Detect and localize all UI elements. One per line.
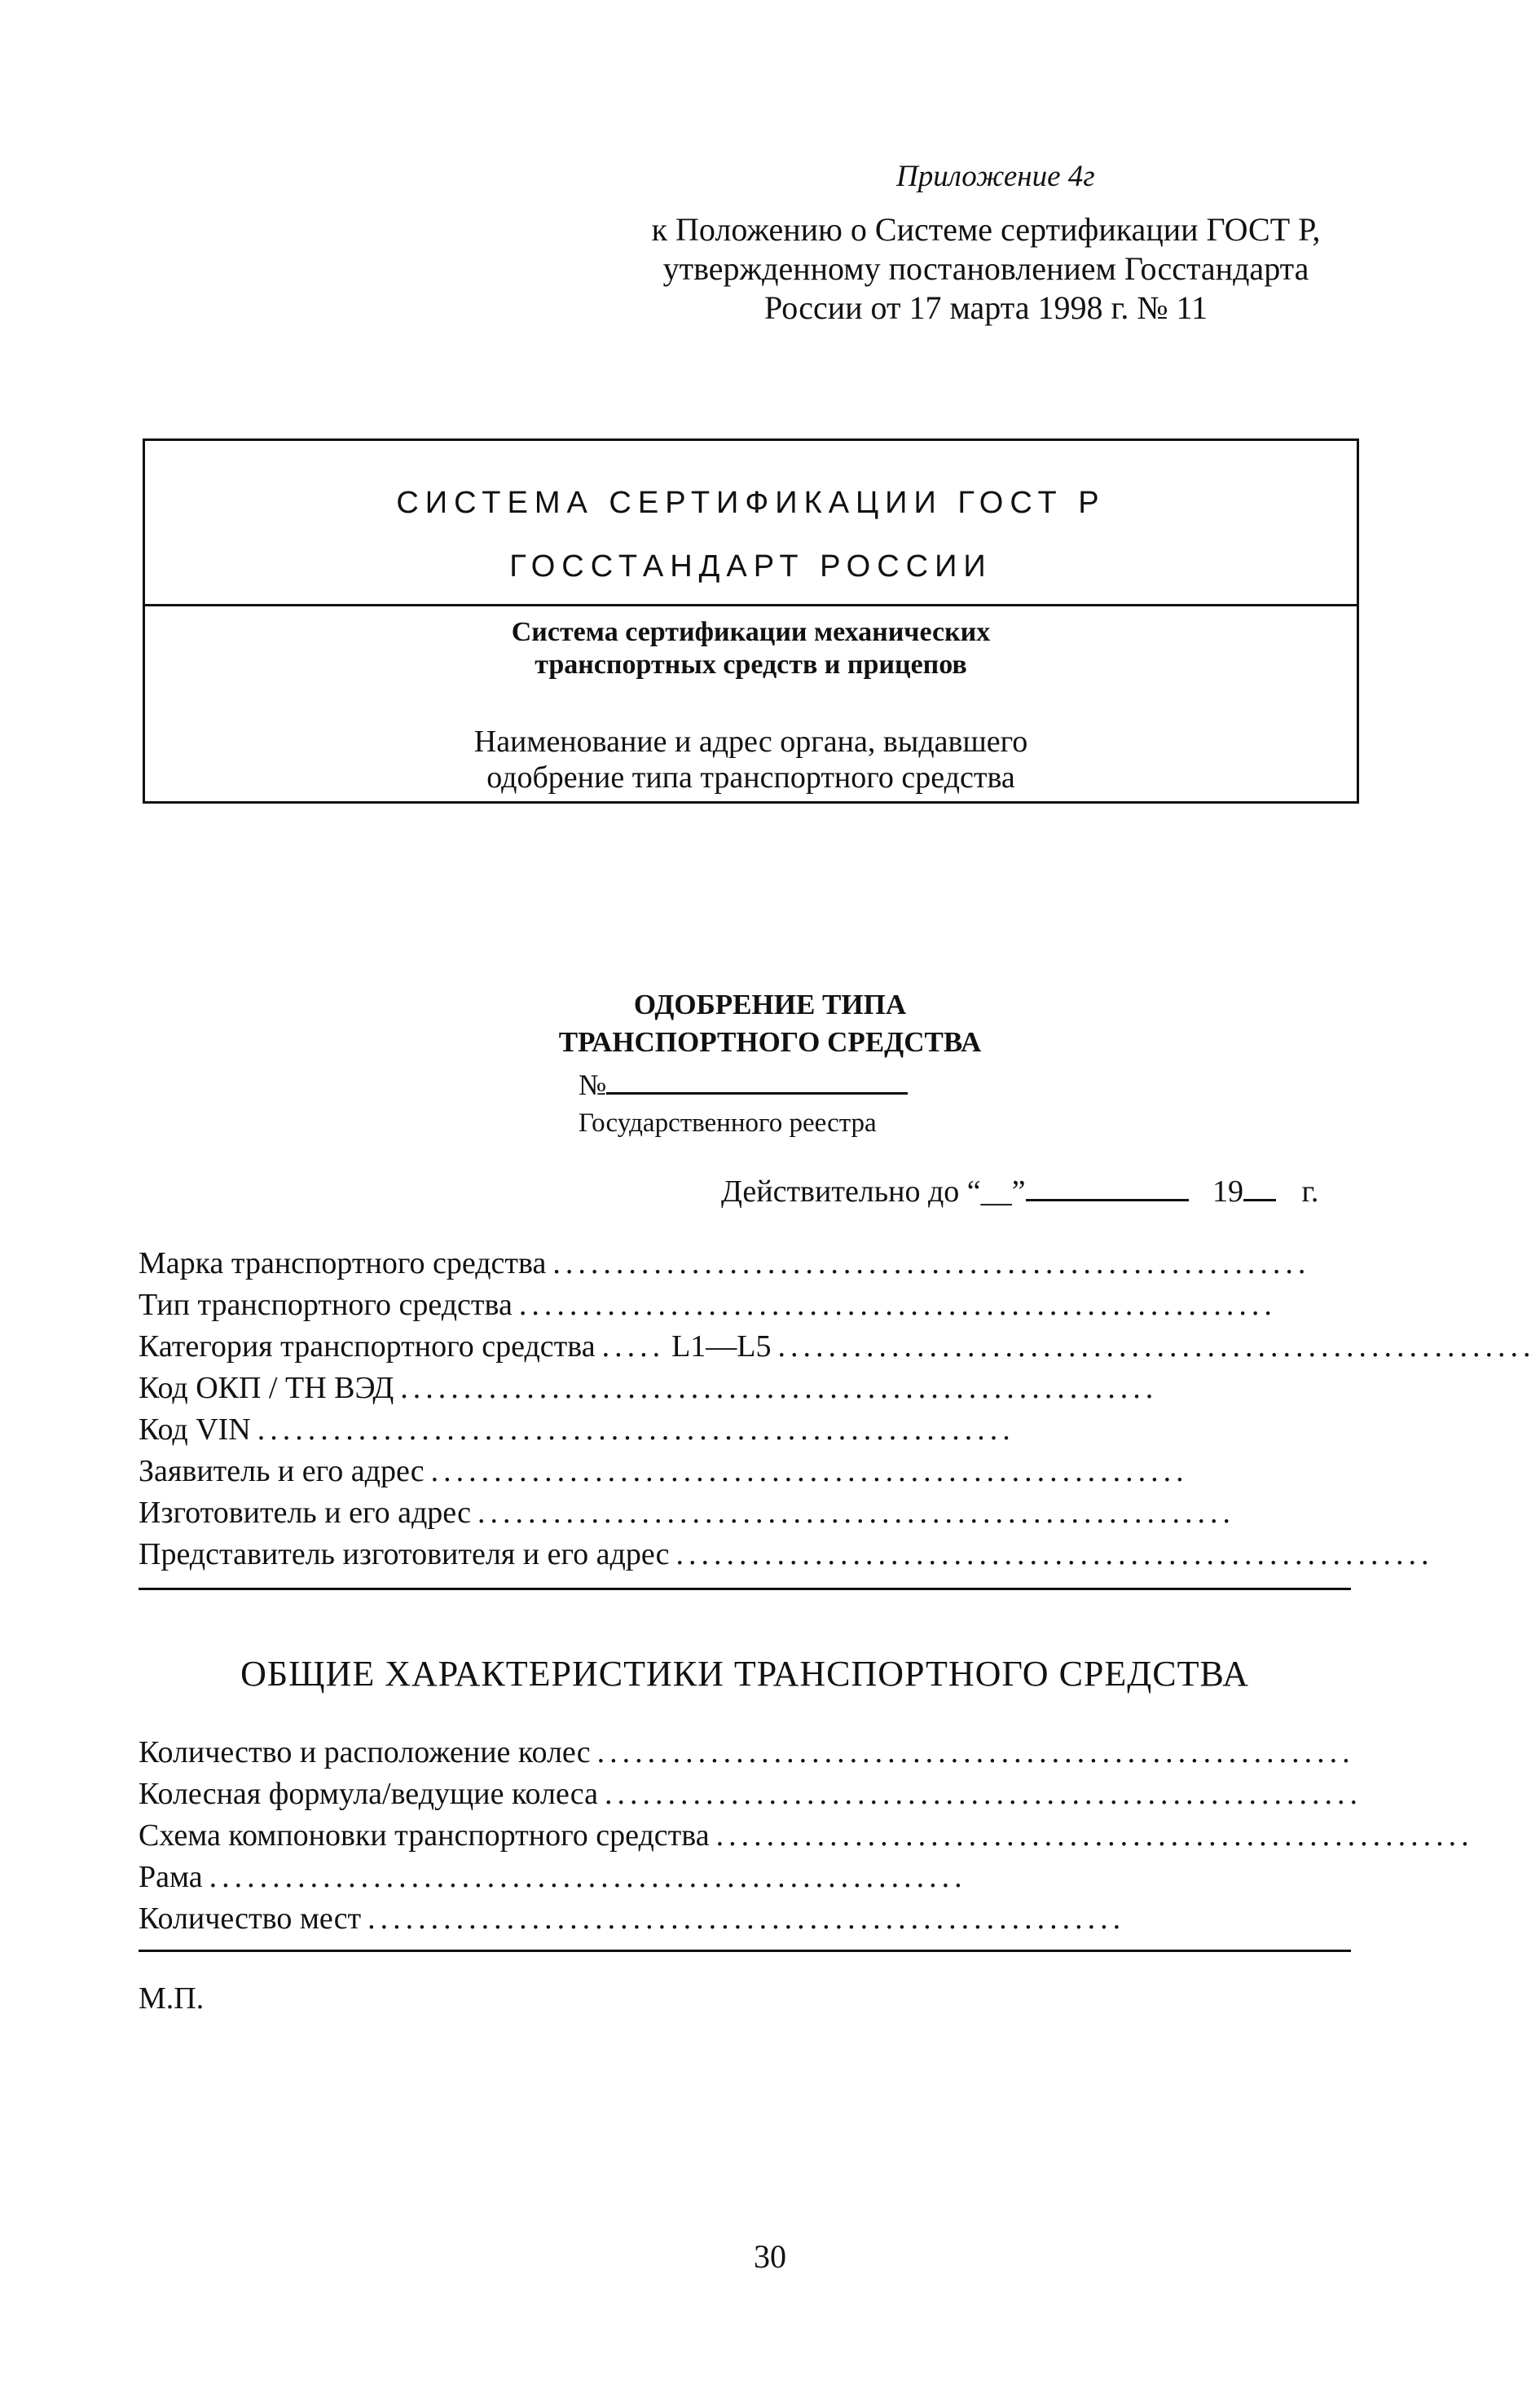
field-label: Код VIN bbox=[139, 1412, 251, 1447]
issuer-caption: Наименование и адрес органа, выдавшего bbox=[473, 725, 1028, 759]
page-number: 30 bbox=[754, 2238, 786, 2275]
dot-leader: ............................................................ bbox=[604, 1777, 1362, 1811]
section-divider bbox=[139, 1950, 1351, 1952]
form-row[interactable] bbox=[139, 1776, 1362, 1818]
document-title-line: ОДОБРЕНИЕ ТИПА bbox=[633, 989, 907, 1020]
field-label: Категория транспортного средства bbox=[139, 1329, 596, 1364]
dot-leader: ............................................................ bbox=[715, 1818, 1474, 1853]
dot-leader: ............................................................ bbox=[596, 1735, 1355, 1769]
stamp-placeholder: М.П. bbox=[139, 1981, 205, 2016]
dot-leader: ............................................................ bbox=[777, 1329, 1536, 1364]
form-row[interactable] bbox=[139, 1536, 1434, 1578]
dot-leader: ..... bbox=[601, 1329, 666, 1364]
dot-leader: ............................................................ bbox=[430, 1454, 1189, 1488]
field-label: Марка транспортного средства bbox=[139, 1246, 547, 1280]
field-label: Схема компоновки транспортного средства bbox=[139, 1818, 710, 1853]
section-title: ОБЩИЕ ХАРАКТЕРИСТИКИ ТРАНСПОРТНОГО СРЕДСТВА bbox=[240, 1654, 1249, 1694]
registry-caption: Государственного реестра bbox=[579, 1108, 877, 1138]
appendix-title: Приложение 4г bbox=[896, 160, 1095, 193]
certification-subsystem-panel bbox=[145, 606, 1357, 795]
form-row[interactable] bbox=[139, 1287, 1286, 1329]
field-label: Тип транспортного средства bbox=[139, 1288, 513, 1322]
registry-number-blank[interactable] bbox=[606, 1068, 908, 1095]
appendix-line: к Положению о Системе сертификации ГОСТ Р, bbox=[651, 211, 1321, 248]
form-row[interactable] bbox=[139, 1370, 1286, 1412]
dot-leader: ............................................................ bbox=[400, 1371, 1159, 1405]
dot-leader: ............................................................ bbox=[552, 1246, 1311, 1280]
field-label: Рама bbox=[139, 1860, 203, 1894]
subsystem-line: Система сертификации механических bbox=[511, 617, 991, 647]
subsystem-line: транспортных средств и прицепов bbox=[535, 650, 967, 680]
form-row[interactable] bbox=[139, 1329, 1536, 1370]
valid-until-blank[interactable] bbox=[1026, 1174, 1189, 1201]
field-value: L1—L5 bbox=[671, 1329, 772, 1364]
registry-number-field[interactable] bbox=[579, 1068, 908, 1102]
field-label: Количество мест bbox=[139, 1901, 362, 1936]
valid-until-label: Действительно до “__” bbox=[721, 1174, 1026, 1209]
dot-leader: ............................................................ bbox=[518, 1288, 1277, 1322]
appendix-line: России от 17 марта 1998 г. № 11 bbox=[763, 289, 1208, 326]
field-label: Изготовитель и его адрес bbox=[139, 1496, 471, 1530]
document-title bbox=[469, 986, 1071, 1061]
appendix-reference bbox=[603, 210, 1369, 328]
issuer-caption: одобрение типа транспортного средства bbox=[486, 760, 1015, 795]
dot-leader: ............................................................ bbox=[209, 1860, 967, 1894]
dot-leader: ............................................................ bbox=[257, 1412, 1015, 1447]
field-label: Колесная формула/ведущие колеса bbox=[139, 1777, 598, 1811]
form-row[interactable] bbox=[139, 1901, 1286, 1942]
dot-leader: ............................................................ bbox=[675, 1537, 1434, 1571]
form-row[interactable] bbox=[139, 1818, 1474, 1859]
year-suffix: г. bbox=[1301, 1174, 1319, 1209]
field-label: Представитель изготовителя и его адрес bbox=[139, 1537, 670, 1571]
number-label: № bbox=[579, 1069, 607, 1101]
appendix-line: утвержденному постановлением Госстандарта bbox=[662, 250, 1309, 287]
certification-header-box bbox=[143, 438, 1359, 804]
form-row[interactable] bbox=[139, 1859, 1286, 1901]
agency-name: ГОССТАНДАРТ РОССИИ bbox=[509, 549, 992, 584]
form-row[interactable] bbox=[139, 1495, 1286, 1536]
dot-leader: ............................................................ bbox=[477, 1496, 1235, 1530]
field-label: Код ОКП / ТН ВЭД bbox=[139, 1371, 394, 1405]
validity-line bbox=[721, 1174, 1318, 1210]
certification-system-panel bbox=[145, 441, 1357, 606]
field-label: Заявитель и его адрес bbox=[139, 1454, 425, 1488]
dot-leader: ............................................................ bbox=[367, 1901, 1126, 1936]
form-row[interactable] bbox=[139, 1245, 1311, 1287]
form-row[interactable] bbox=[139, 1734, 1355, 1776]
vehicle-fields bbox=[139, 1245, 1536, 1578]
system-name: СИСТЕМА СЕРТИФИКАЦИИ ГОСТ Р bbox=[396, 486, 1106, 520]
field-label: Количество и расположение колес bbox=[139, 1735, 591, 1769]
year-prefix: 19 bbox=[1212, 1174, 1244, 1209]
form-row[interactable] bbox=[139, 1412, 1286, 1453]
form-row[interactable] bbox=[139, 1453, 1286, 1495]
document-title-line: ТРАНСПОРТНОГО СРЕДСТВА bbox=[558, 1026, 982, 1058]
section-divider bbox=[139, 1588, 1351, 1590]
general-fields bbox=[139, 1734, 1474, 1942]
year-blank[interactable] bbox=[1243, 1174, 1276, 1201]
